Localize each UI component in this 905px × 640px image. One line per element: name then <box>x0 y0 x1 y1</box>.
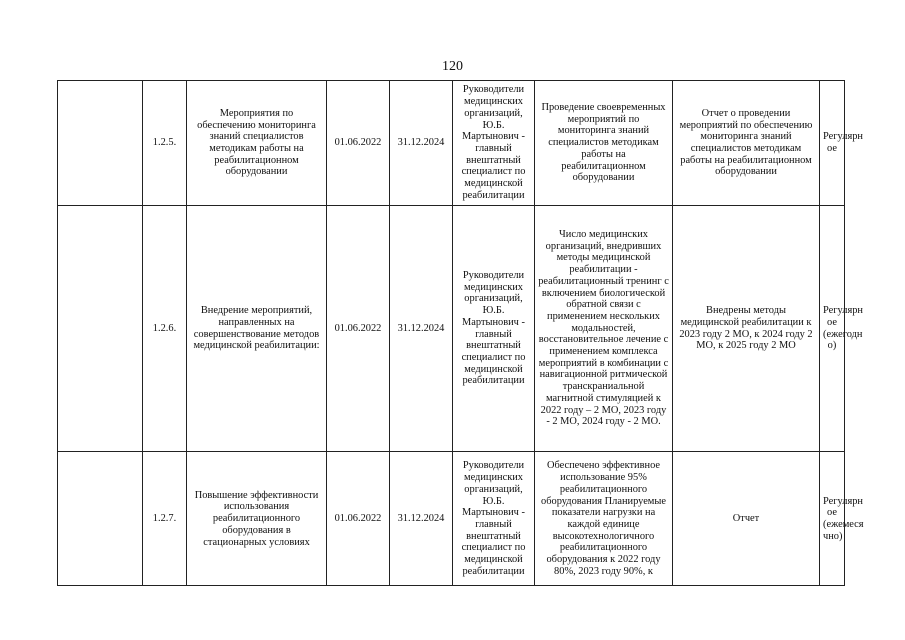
expected-result: Обеспечено эффективное использование 95% реабилитационного оборудования Планируемые показатели нагрузки на каждой единице высокотехнологичного реабилитационного оборудования к 2022 году 80%, 2023 году 90%, к <box>535 452 673 587</box>
activity-name: Внедрение мероприятий, направленных на совершенствование методов медицинской реабилитации: <box>187 206 327 452</box>
page-number: 120 <box>442 59 463 74</box>
frequency: Регулярн ое (ежемеся чно) <box>820 452 845 587</box>
empty-cell <box>58 206 143 452</box>
frequency: Регулярн ое <box>820 81 845 206</box>
start-date: 01.06.2022 <box>327 206 390 452</box>
report-form: Отчет о проведении мероприятий по обеспечению мониторинга знаний специалистов методикам работы на реабилитационном оборудовании <box>673 81 820 206</box>
report-form: Отчет <box>673 452 820 587</box>
activities-table <box>57 80 864 587</box>
empty-cell <box>58 452 143 587</box>
report-form: Внедрены методы медицинской реабилитации к 2023 году 2 МО, к 2024 году 2 МО, к 2025 году 2 МО <box>673 206 820 452</box>
table-bottom-border <box>57 585 844 586</box>
activity-name: Повышение эффективности использования реабилитационного оборудования в стационарных условиях <box>187 452 327 587</box>
row-number: 1.2.5. <box>143 81 187 206</box>
table-row <box>58 452 845 587</box>
activity-name: Мероприятия по обеспечению мониторинга знаний специалистов методикам работы на реабилитационном оборудовании <box>187 81 327 206</box>
end-date: 31.12.2024 <box>390 206 453 452</box>
responsible-persons: Руководители медицинских организаций, Ю.Б. Мартынович - главный внештатный специалист по медицинской реабилитации <box>453 452 535 587</box>
end-date: 31.12.2024 <box>390 81 453 206</box>
page-bottom-margin <box>0 586 905 640</box>
row-number: 1.2.7. <box>143 452 187 587</box>
start-date: 01.06.2022 <box>327 452 390 587</box>
expected-result: Число медицинских организаций, внедривших методы медицинской реабилитации - реабилитационный тренинг с включением биологической обратной связи с применением нескольких модальностей, восстановительное лечение с применением комплекса мероприятий в комбинации с навигационной ритмической транскраниальной магнитной стимуляцией к 2022 году – 2 МО, 2023 году - 2 МО, 2024 году - 2 МО. <box>535 206 673 452</box>
expected-result: Проведение своевременных мероприятий по мониторинга знаний специалистов методикам работы на реабилитационном оборудовании <box>535 81 673 206</box>
frequency: Регулярн ое (ежегодн о) <box>820 206 845 452</box>
start-date: 01.06.2022 <box>327 81 390 206</box>
empty-cell <box>58 81 143 206</box>
table-row <box>58 206 845 452</box>
end-date: 31.12.2024 <box>390 452 453 587</box>
row-number: 1.2.6. <box>143 206 187 452</box>
responsible-persons: Руководители медицинских организаций, Ю.Б. Мартынович - главный внештатный специалист по медицинской реабилитации <box>453 206 535 452</box>
responsible-persons: Руководители медицинских организаций, Ю.Б. Мартынович - главный внештатный специалист по медицинской реабилитации <box>453 81 535 206</box>
table-row <box>58 81 845 206</box>
